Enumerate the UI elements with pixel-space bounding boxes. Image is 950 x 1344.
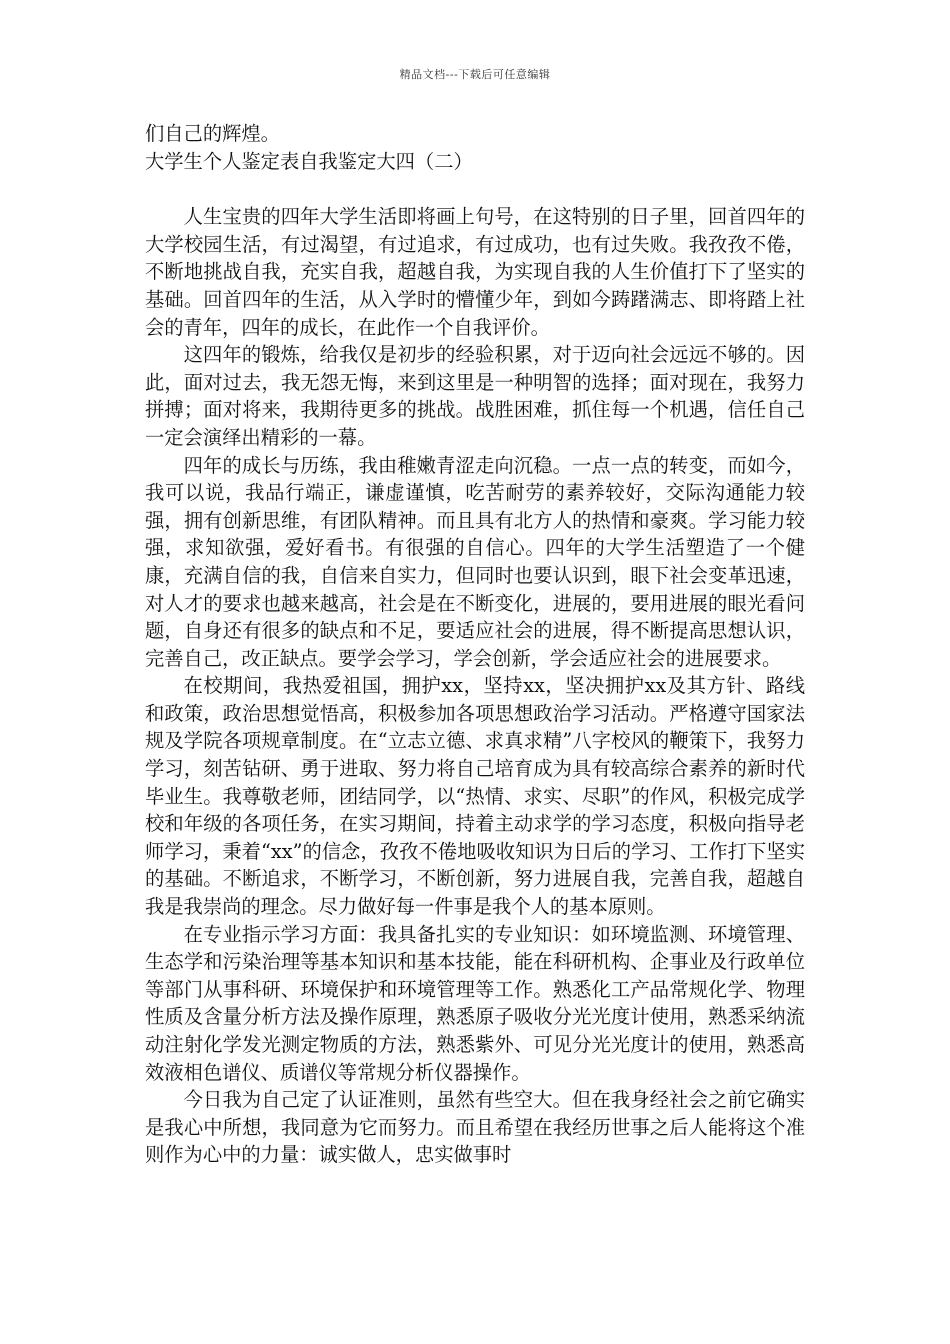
paragraph: 在专业指示学习方面：我具备扎实的专业知识：如环境监测、环境管理、生态学和污染治理等基本知识和基本技能，能在科研机构、企事业及行政单位等部门从事科研、环境保护和环境管理等工作。熟悉化工产品常规化学、物理性质及含量分析方法及操作原理，熟悉原子吸收分光光度计使用，熟悉采纳流动注射化学发光测定物质的方法，熟悉紫外、可见分光光度计的使用，熟悉高效液相色谱仪、质谱仪等常规分析仪器操作。 [145,922,805,1084]
paragraph: 今日我为自己定了认证准则，虽然有些空大。但在我身经社会之前它确实是我心中所想，我同意为它而努力。而且希望在我经历世事之后人能将这个准则作为心中的力量：诚实做人，忠实做事时 [145,1088,805,1167]
document-body [145,120,805,1169]
paragraph: 这四年的锻炼，给我仅是初步的经验积累，对于迈向社会远远不够的。因此，面对过去，我无怨无悔，来到这里是一种明智的选择；面对现在，我努力拼搏；面对将来，我期待更多的挑战。战胜困难，抓住每一个机遇，信任自己一定会演绎出精彩的一幕。 [145,343,805,449]
section-title: 大学生个人鉴定表自我鉴定大四（二） [145,149,473,173]
paragraph: 人生宝贵的四年大学生活即将画上句号，在这特别的日子里，回首四年的大学校园生活，有过渴望，有过追求，有过成功，也有过失败。我孜孜不倦，不断地挑战自我，充实自我，超越自我，为实现自我的人生价值打下了坚实的基础。回首四年的生活，从入学时的懵懂少年，到如今踌躇满志、即将踏上社会的青年，四年的成长，在此作一个自我评价。 [145,205,805,339]
page-header: 精品文档---下载后可任意编辑 [399,68,551,81]
paragraph: 四年的成长与历练，我由稚嫩青涩走向沉稳。一点一点的转变，而如今，我可以说，我品行端正，谦虚谨慎，吃苦耐劳的素养较好，交际沟通能力较强，拥有创新思维，有团队精神。而且具有北方人的热情和豪爽。学习能力较强，求知欲强，爱好看书。有很强的自信心。四年的大学生活塑造了一个健康，充满自信的我，自信来自实力，但同时也要认识到，眼下社会变革迅速，对人才的要求也越来越高，社会是在不断变化，进展的，要用进展的眼光看问题，自身还有很多的缺点和不足，要适应社会的进展，得不断提高思想认识，完善自己，改正缺点。要学会学习，学会创新，学会适应社会的进展要求。 [145,453,805,670]
paragraph: 在校期间，我热爱祖国，拥护xx，坚持xx，坚决拥护xx及其方针、路线和政策，政治思想觉悟高，积极参加各项思想政治学习活动。严格遵守国家法规及学院各项规章制度。在“立志立德、求真求精”八字校风的鞭策下，我努力学习，刻苦钻研、勇于进取、努力将自己培育成为具有较高综合素养的新时代毕业生。我尊敬老师，团结同学，以“热情、求实、尽职”的作风，积极完成学校和年级的各项任务，在实习期间，持着主动求学的学习态度，积极向指导老师学习，秉着“xx”的信念，孜孜不倦地吸收知识为日后的学习、工作打下坚实的基础。不断追求，不断学习，不断创新，努力进展自我，完善自我，超越自我是我崇尚的理念。尽力做好每一件事是我个人的基本原则。 [145,674,805,919]
paragraph-continuation: 们自己的辉煌。 [145,122,280,145]
